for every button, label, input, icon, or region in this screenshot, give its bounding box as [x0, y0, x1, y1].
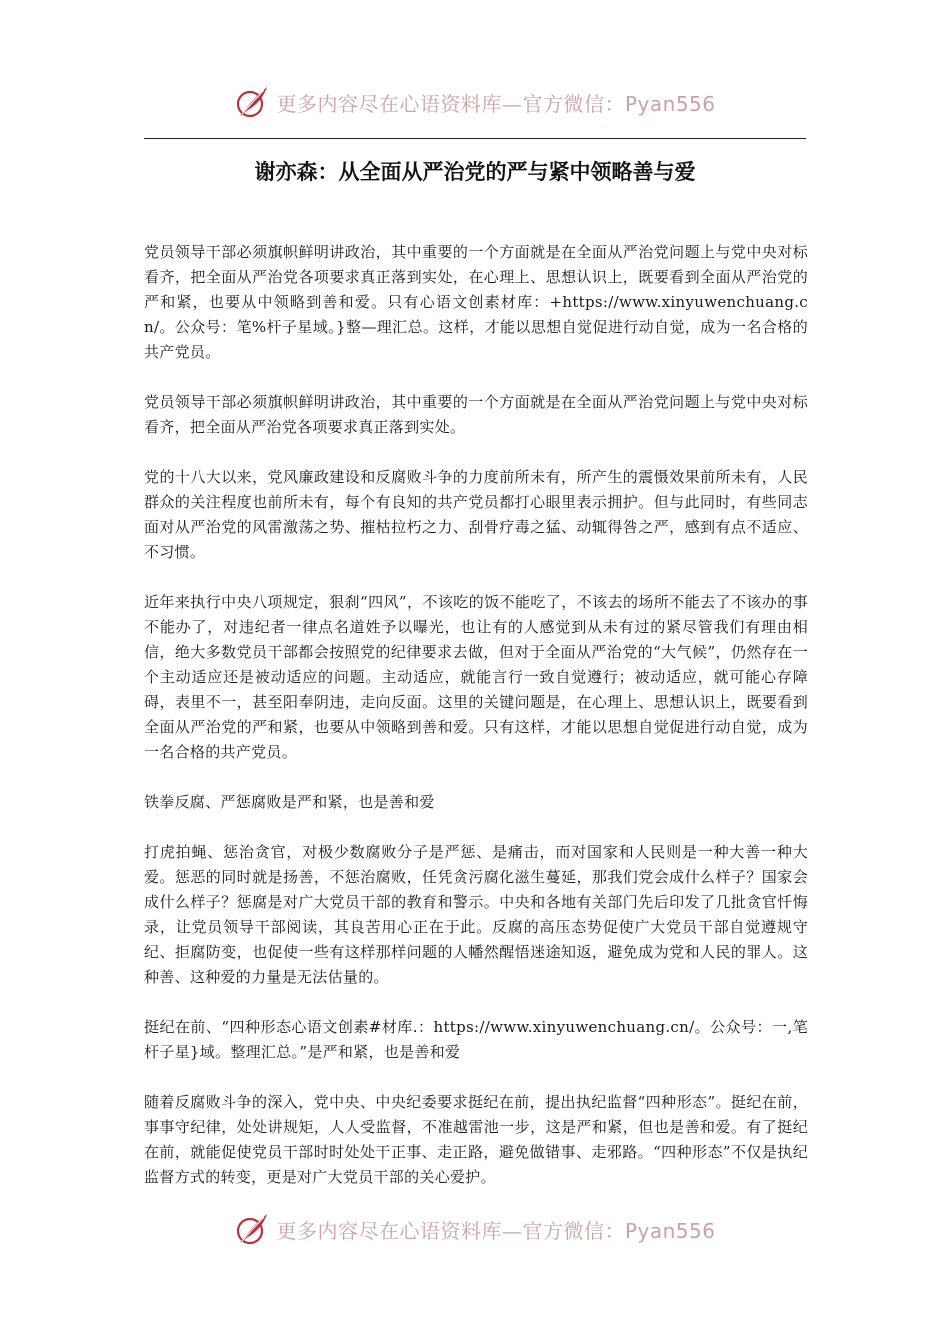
- paragraph: 党的十八大以来，党风廉政建设和反腐败斗争的力度前所未有，所产生的震慑效果前所未有，人民群众的关注程度也前所未有，每个有良知的共产党员都打心眼里表示拥护。但与此同时，有些同志面对从严治党的风雷激荡之势、摧枯拉朽之力、刮骨疗毒之猛、动辄得咎之严，感到有点不适应、不习惯。: [144, 468, 808, 561]
- quill-logo-icon: [234, 1211, 270, 1247]
- paragraph: 打虎拍蝇、惩治贪官，对极少数腐败分子是严惩、是痛击，而对国家和人民则是一种大善一种大爱。惩恶的同时就是扬善，不惩治腐败，任凭贪污腐化滋生蔓延，那我们党会成什么样子？国家会成什么样子？惩腐是对广大党员干部的教育和警示。中央和各地有关部门先后印发了几批贪官忏悔录，让党员领导干部阅读，其良苦用心正在于此。反腐的高压态势促使广大党员干部自觉遵规守纪、拒腐防变，也促使一些有这样那样问题的人幡然醒悟迷途知返，避免成为党和人民的罪人。这种善、这种爱的力量是无法估量的。: [144, 843, 808, 986]
- quill-logo-icon: [234, 84, 270, 120]
- document-title: 谢亦森：从全面从严治党的严与紧中领略善与爱: [254, 160, 696, 184]
- footer-banner: [0, 1207, 950, 1251]
- banner-brand: Pyan556: [624, 1218, 716, 1243]
- header-banner: [0, 80, 950, 124]
- paragraph: 近年来执行中央八项规定，狠刹“四风”，不该吃的饭不能吃了，不该去的场所不能去了不该办的事不能办了，对违纪者一律点名道姓予以曝光，也让有的人感觉到从未有过的紧尽管我们有理由相信，绝大多数党员干部都会按照党的纪律要求去做，但对于全面从严治党的“大气候”，仍然存在一个主动适应还是被动适应的问题。主动适应，就能言行一致自觉遵行；被动适应，就可能心存障碍，表里不一，甚至阳奉阴违，走向反面。这里的关键问题是，在心理上、思想认识上，既要看到全面从严治党的严和紧，也要从中领略到善和爱。只有这样，才能以思想自觉促进行动自觉，成为一名合格的共产党员。: [144, 593, 808, 761]
- paragraph: 党员领导干部必须旗帜鲜明讲政治，其中重要的一个方面就是在全面从严治党问题上与党中央对标看齐，把全面从严治党各项要求真正落到实处。: [144, 393, 808, 436]
- section-heading: 挺纪在前、“四种形态心语文创素#材库.：https://www.xinyuwenchuang.cn/。公众号：一,笔杆子星}域。整理汇总。”是严和紧，也是善和爱: [144, 1018, 808, 1061]
- header-rule: [144, 138, 806, 139]
- banner-text: 更多内容尽在心语资料库—官方微信：Pyan556: [276, 1218, 716, 1243]
- paragraph: 党员领导干部必须旗帜鲜明讲政治，其中重要的一个方面就是在全面从严治党问题上与党中央对标看齐，把全面从严治党各项要求真正落到实处，在心理上、思想认识上，既要看到全面从严治党的严和紧，也要从中领略到善和爱。只有心语文创素材库：+https://www.xinyuwenchuang.cn/。公众号：笔%杆子星域。}整—理汇总。这样，才能以思想自觉促进行动自觉，成为一名合格的共产党员。: [144, 243, 808, 361]
- banner-brand: Pyan556: [624, 91, 716, 116]
- paragraph: 随着反腐败斗争的深入，党中央、中央纪委要求挺纪在前，提出执纪监督“四种形态”。挺纪在前，事事守纪律，处处讲规矩，人人受监督，不准越雷池一步，这是严和紧，但也是善和爱。有了挺纪在前，就能促使党员干部时时处处干正事、走正路，避免做错事、走邪路。“四种形态”不仅是执纪监督方式的转变，更是对广大党员干部的关心爱护。: [144, 1093, 808, 1186]
- section-heading: 铁拳反腐、严惩腐败是严和紧，也是善和爱: [144, 793, 435, 811]
- banner-text: 更多内容尽在心语资料库—官方微信：Pyan556: [276, 91, 716, 116]
- document-body: [144, 240, 808, 1215]
